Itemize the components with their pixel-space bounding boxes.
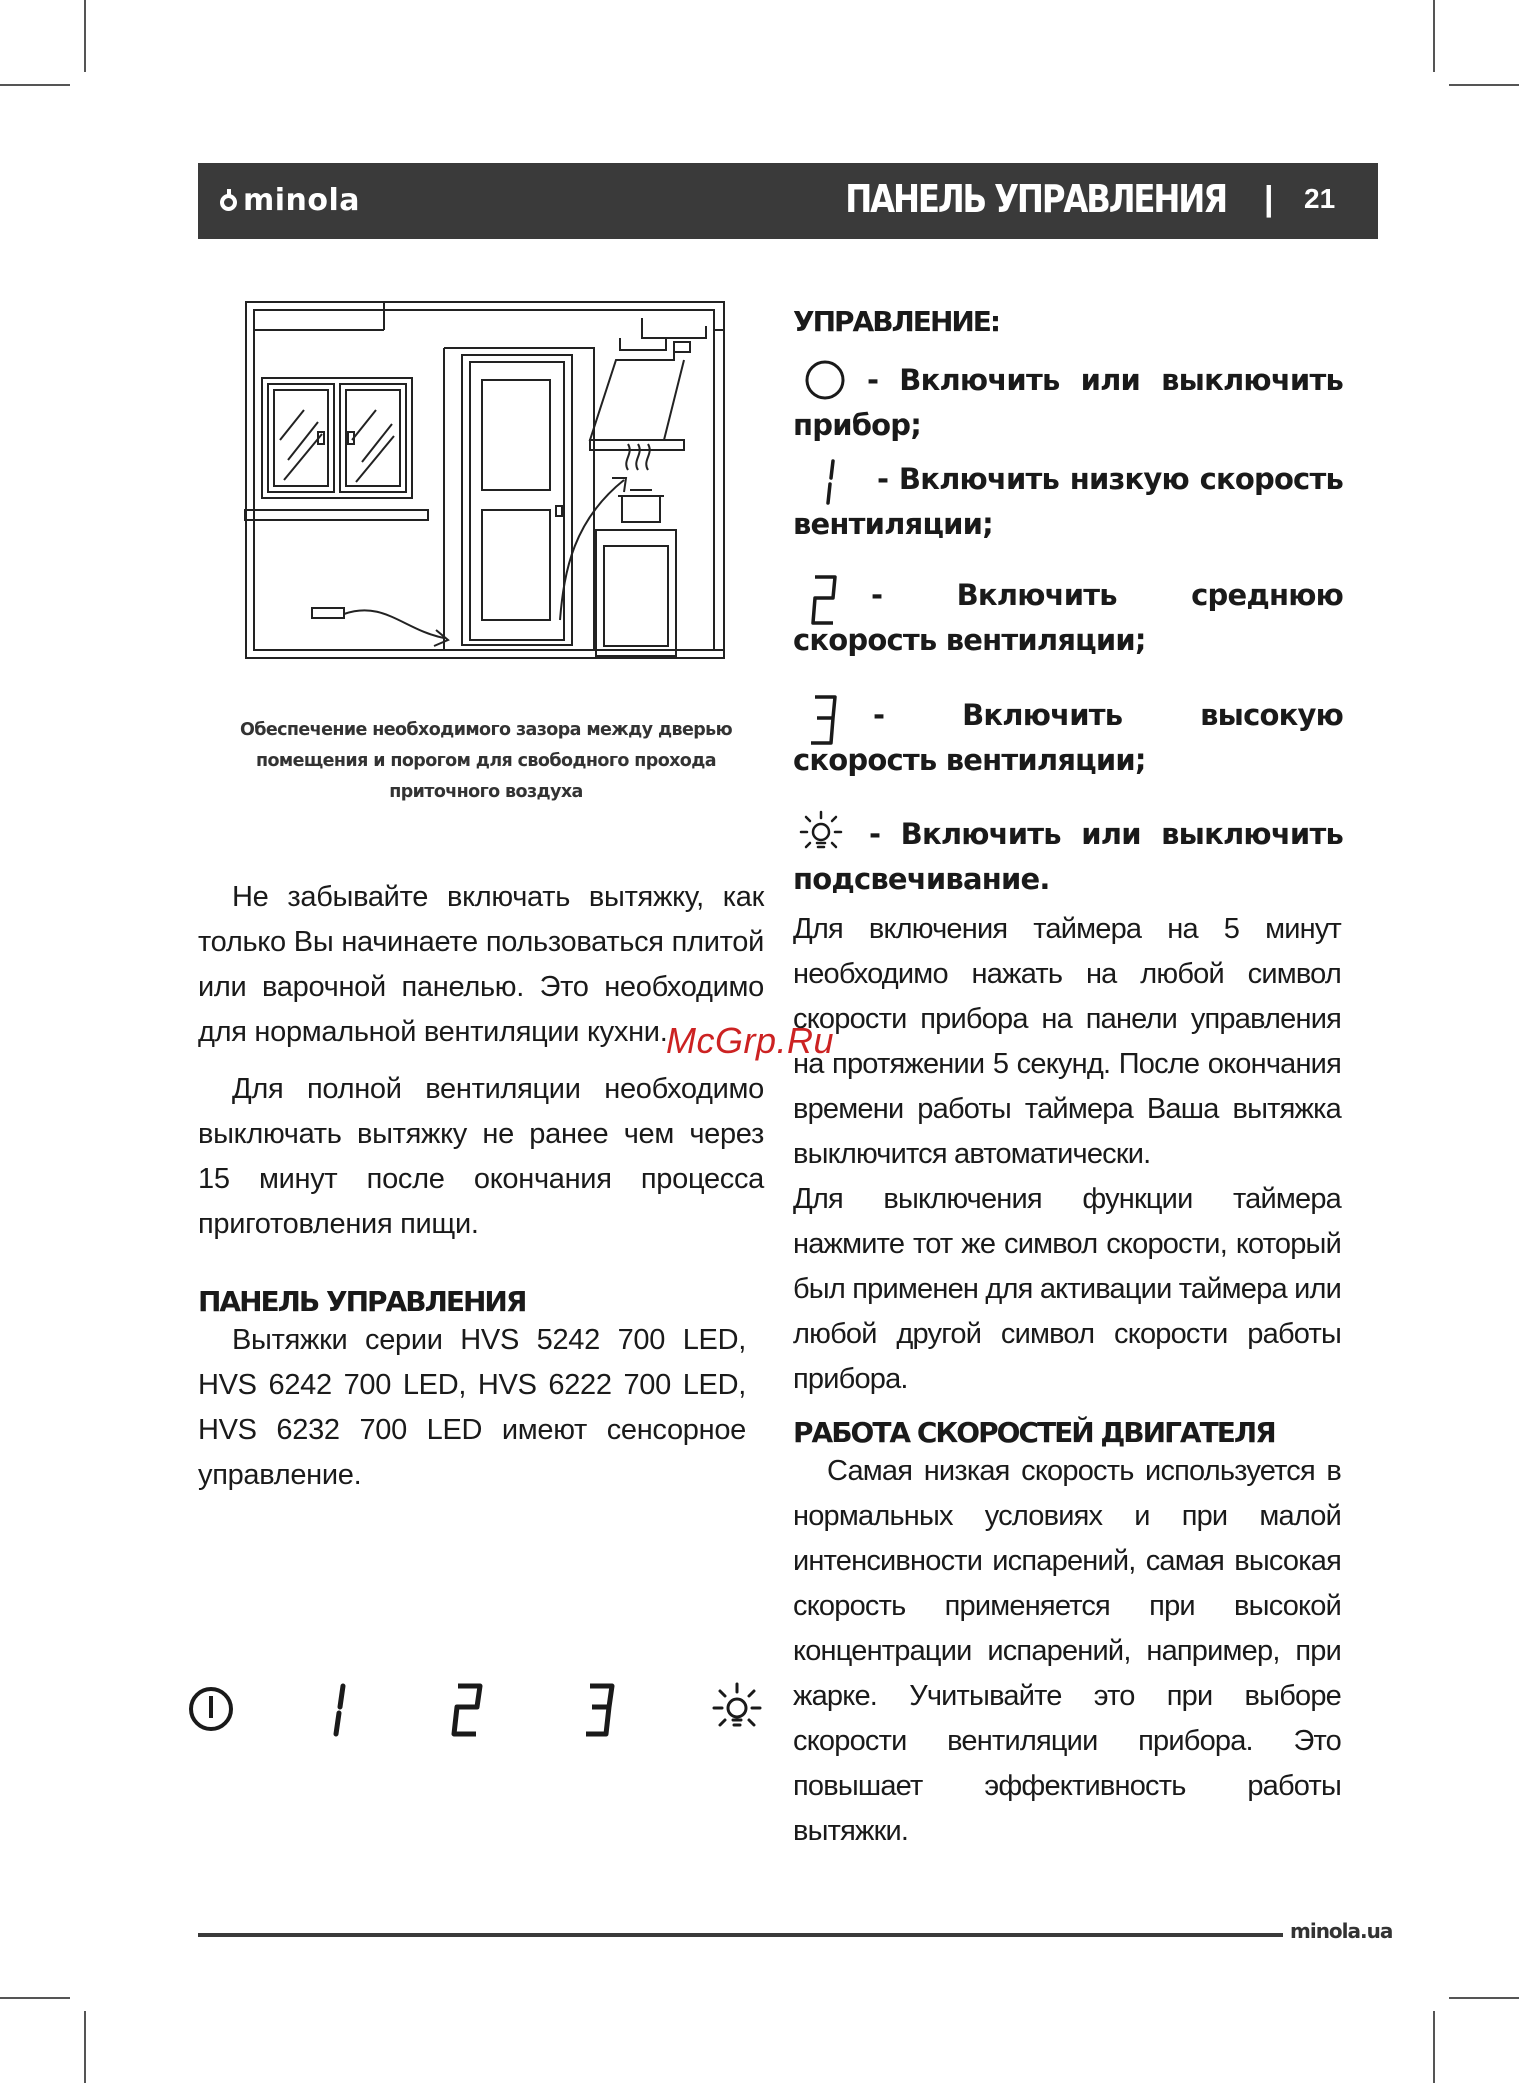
- paragraph-speeds: Самая низкая скорость используется в нормальных условиях и при малой интенсивности испарений, самая высокая скорость применяется при высокой концентрации испарений, например, при жарке. Учитывайте это при выборе скорости вентиляции прибора. Это повышает эффективность работы вытяжки.: [793, 1455, 1341, 1847]
- panel-light-icon: [708, 1680, 766, 1740]
- paragraph-reminder: Не забывайте включать вытяжку, как только Вы начинаете пользоваться плитой или варочной панелью. Это необходимо для нормальной вентиляции кухни.: [198, 881, 764, 1048]
- crop-mark: [1449, 1997, 1519, 1999]
- brand-name: minola: [243, 183, 361, 218]
- illustration-caption: Обеспечение необходимого зазора между дверью помещения и порогом для свободного прохода приточного воздуха: [239, 720, 733, 802]
- paragraph-timer-off: Для выключения функции таймера нажмите тот же символ скорости, который был применен для активации таймера или любой другой символ скорости работы прибора.: [793, 1183, 1341, 1395]
- control-speed-1-label: - Включить низкую скорость вентиляции;: [793, 462, 1343, 541]
- control-speed-2: [793, 573, 1343, 673]
- control-speed-3-label: - Включить высокую скорость вентиляции;: [793, 698, 1343, 777]
- header-separator: |: [1264, 180, 1274, 218]
- section-heading-control-panel: ПАНЕЛЬ УПРАВЛЕНИЯ: [198, 1285, 526, 1318]
- crop-mark: [1433, 2011, 1435, 2083]
- crop-mark: [84, 2011, 86, 2083]
- crop-mark: [84, 0, 86, 72]
- section-heading-controls: УПРАВЛЕНИЕ:: [793, 305, 1000, 338]
- panel-speed-2-icon: [448, 1680, 488, 1740]
- crop-mark: [0, 1997, 70, 1999]
- control-light-label: - Включить или выключить подсвечивание.: [793, 817, 1343, 896]
- paragraph-duration: Для полной вентиляции необходимо выключать вытяжку не ранее чем через 15 минут после окончания процесса приготовления пищи.: [198, 1073, 764, 1240]
- panel-power-icon: [186, 1680, 236, 1738]
- page-number: 21: [1304, 183, 1336, 214]
- kitchen-ventilation-illustration: [244, 300, 734, 665]
- paragraph-models: Вытяжки серии HVS 5242 700 LED, HVS 6242 700 LED, HVS 6222 700 LED, HVS 6232 700 LED имеют сенсорное управление.: [198, 1324, 746, 1491]
- page-title: ПАНЕЛЬ УПРАВЛЕНИЯ: [845, 177, 1226, 221]
- panel-speed-3-icon: [580, 1680, 620, 1740]
- footer-rule: [198, 1933, 1283, 1937]
- control-speed-1: [793, 457, 1343, 557]
- brand-logo: [220, 183, 360, 218]
- left-column: [198, 875, 764, 1498]
- control-speed-3: [793, 693, 1343, 793]
- control-speed-2-label: - Включить среднюю скорость вентиляции;: [793, 578, 1343, 657]
- paragraph-timer-on: Для включения таймера на 5 минут необходимо нажать на любой символ скорости прибора на панели управления на протяжении 5 секунд. После окончания времени работы таймера Ваша вытяжка выключится автоматически.: [793, 913, 1341, 1170]
- right-column: [793, 907, 1341, 1854]
- crop-mark: [0, 84, 70, 86]
- control-power: [793, 358, 1343, 458]
- header-bar: [198, 163, 1378, 239]
- control-light: [793, 812, 1343, 912]
- watermark: McGrp.Ru: [666, 1020, 835, 1061]
- control-power-label: - Включить или выключить прибор;: [793, 363, 1343, 442]
- crop-mark: [1449, 84, 1519, 86]
- crop-mark: [1433, 0, 1435, 72]
- logo-power-icon: [220, 194, 237, 211]
- footer-site[interactable]: minola.ua: [1290, 1919, 1393, 1943]
- section-heading-motor-speeds: РАБОТА СКОРОСТЕЙ ДВИГАТЕЛЯ: [793, 1416, 1275, 1449]
- panel-speed-1-icon: [325, 1680, 355, 1740]
